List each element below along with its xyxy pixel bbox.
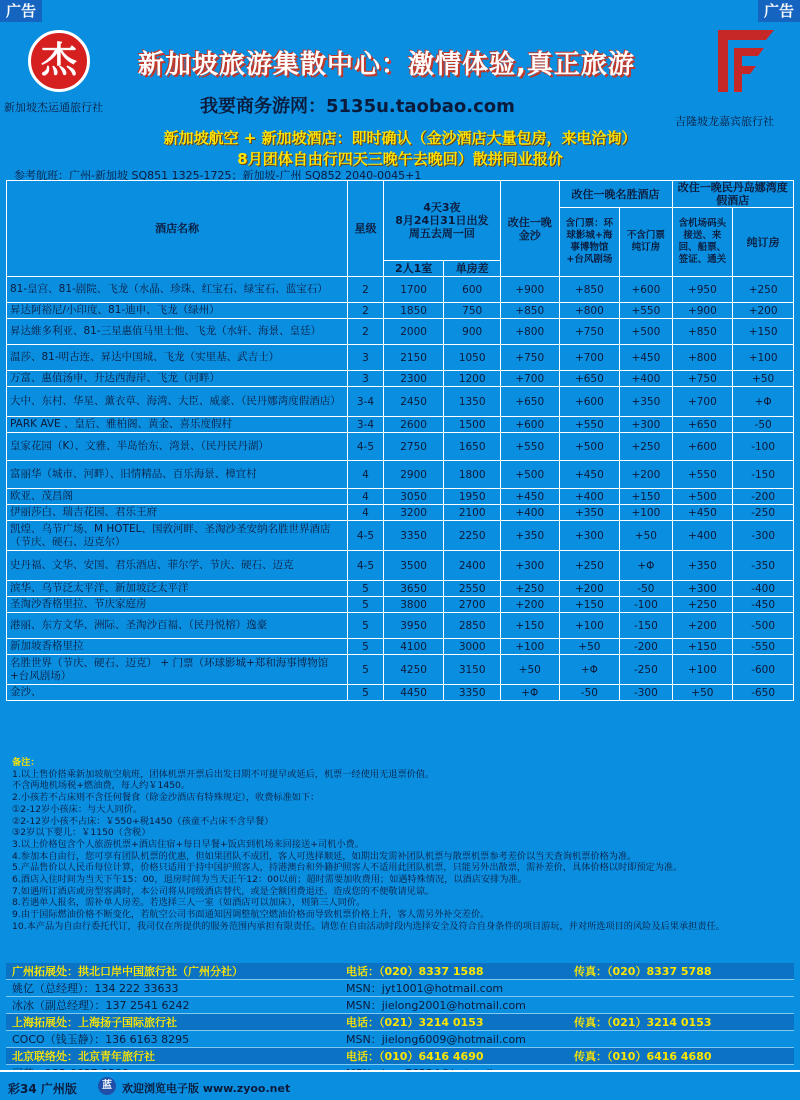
desaru-room-only: -50 [733, 417, 794, 433]
famous-with-tickets: +400 [559, 489, 620, 505]
footer [0, 1070, 800, 1100]
note-line: 9.由于国际燃油价格不断变化，若航空公司书面通知因调整航空燃油价格而导致机票价格上升，客人需另外补交差价。 [12, 909, 490, 921]
col-famous-without: 不含门票纯订房 [620, 208, 672, 277]
contact-phone-msn: MSN：jielong2001@hotmail.com [340, 997, 568, 1014]
subhead-promo: 新加坡航空 + 新加坡酒店：即时确认（金沙酒店大量包房，来电洽询） [163, 129, 637, 147]
twin-price: 4100 [383, 639, 444, 655]
table-row [7, 685, 794, 701]
single-supplement: 1200 [444, 371, 501, 387]
star-rating: 4-5 [348, 521, 384, 551]
sands-upgrade: +300 [500, 551, 559, 581]
note-line: 2.小孩若不占床则不含任何餐食（除金沙酒店有特殊规定），收费标准如下： [12, 792, 320, 804]
desaru-room-only: -350 [733, 551, 794, 581]
desaru-room-only: -550 [733, 639, 794, 655]
desaru-with-transfer: +200 [672, 613, 733, 639]
sands-upgrade: +750 [500, 345, 559, 371]
contact-fax: 传真：（020）8337 5788 [568, 963, 794, 980]
single-supplement: 600 [444, 277, 501, 303]
single-supplement: 2850 [444, 613, 501, 639]
table-row [7, 371, 794, 387]
contact-name: 姚亿（总经理）：134 222 33633 [6, 980, 340, 997]
hotel-name: 81-皇宫、81-剧院、飞龙（水晶、珍珠、红宝石、绿宝石、蓝宝石） [7, 277, 348, 303]
twin-price: 2900 [383, 461, 444, 489]
famous-with-tickets: +600 [559, 387, 620, 417]
sands-upgrade: +700 [500, 371, 559, 387]
page-number: 彩34 广州版 [8, 1082, 77, 1096]
star-rating: 4 [348, 505, 384, 521]
twin-price: 3200 [383, 505, 444, 521]
col-period: 4天3夜 8月24日31日出发 周五去周一回 [383, 181, 500, 261]
header [0, 0, 800, 128]
famous-room-only: -300 [620, 685, 672, 701]
famous-with-tickets: +Φ [559, 655, 620, 685]
table-row [7, 277, 794, 303]
twin-price: 3800 [383, 597, 444, 613]
single-supplement: 900 [444, 319, 501, 345]
note-line: ③2岁以下婴儿：￥1150（含税） [12, 827, 151, 839]
note-line: 8.若遇单人报名，需补单人房差。若选择三人一室（如酒店可以加床），则第三人同价。 [12, 897, 366, 909]
col-desaru-with: 含机场码头接送、来回、船票、签证、通关 [672, 208, 733, 277]
note-line: 5.产品售价以人民币每位计算，价格只适用于持中国护照客人，持港澳台和外籍护照客人不适用此团队机票，只能另外出散票，需补差价，具体价格以时即预定为准。 [12, 862, 683, 874]
flight-info: 参考航班：广州-新加坡 SQ851 1325-1725；新加坡-广州 SQ852 2040-0045+1 [14, 169, 422, 182]
single-supplement: 1050 [444, 345, 501, 371]
hotel-name: 富丽华（城市、河畔）、旧情精品、百乐海景、樟宜村 [7, 461, 348, 489]
famous-room-only: +450 [620, 345, 672, 371]
star-rating: 4-5 [348, 551, 384, 581]
table-row [7, 613, 794, 639]
famous-with-tickets: +50 [559, 639, 620, 655]
hotel-name: 史丹福、文华、安国、君乐酒店、菲尔学、节庆、硬石、迈克 [7, 551, 348, 581]
table-row [7, 461, 794, 489]
desaru-room-only: -650 [733, 685, 794, 701]
logo-right-caption: 吉隆坡龙嘉宾旅行社 [675, 115, 774, 128]
star-rating: 2 [348, 303, 384, 319]
desaru-with-transfer: +950 [672, 277, 733, 303]
desaru-room-only: -500 [733, 613, 794, 639]
famous-with-tickets: +700 [559, 345, 620, 371]
contact-fax: 传真：（010）6416 4680 [568, 1048, 794, 1065]
hotel-name: 昇达阿裕尼/小印度、81-迪申、飞龙（绿州） [7, 303, 348, 319]
desaru-room-only: +150 [733, 319, 794, 345]
famous-room-only: +50 [620, 521, 672, 551]
contact-person-row [6, 1031, 794, 1048]
desaru-room-only: -600 [733, 655, 794, 685]
desaru-with-transfer: +100 [672, 655, 733, 685]
table-row [7, 319, 794, 345]
famous-room-only: +200 [620, 461, 672, 489]
star-rating: 3-4 [348, 387, 384, 417]
famous-room-only: +500 [620, 319, 672, 345]
star-rating: 3 [348, 345, 384, 371]
hotel-name: 万富、惠值汤申、升达西海岸、飞龙（河畔） [7, 371, 348, 387]
famous-room-only: +150 [620, 489, 672, 505]
col-famous: 改住一晚名胜酒店 [559, 181, 672, 208]
single-supplement: 1650 [444, 433, 501, 461]
sands-upgrade: +100 [500, 639, 559, 655]
desaru-with-transfer: +850 [672, 319, 733, 345]
star-rating: 2 [348, 277, 384, 303]
hotel-name: 港丽、东方文华、洲际、圣淘沙百福、（民丹悦榕）逸豪 [7, 613, 348, 639]
single-supplement: 750 [444, 303, 501, 319]
desaru-with-transfer: +750 [672, 371, 733, 387]
logo-jieyuntong: 杰 [28, 30, 90, 92]
star-rating: 5 [348, 581, 384, 597]
desaru-room-only: +100 [733, 345, 794, 371]
famous-with-tickets: +350 [559, 505, 620, 521]
sands-upgrade: +500 [500, 461, 559, 489]
note-line: 1.以上售价搭乘新加坡航空航班，团体机票开票后出发日期不可提早或延后，机票一经使用无退票价值。 [12, 768, 435, 780]
hotel-name: 滨华、乌节泛太平洋、新加坡泛太平洋 [7, 581, 348, 597]
desaru-with-transfer: +550 [672, 461, 733, 489]
desaru-with-transfer: +300 [672, 581, 733, 597]
twin-price: 3650 [383, 581, 444, 597]
star-rating: 3 [348, 371, 384, 387]
sands-upgrade: +550 [500, 433, 559, 461]
desaru-room-only: +Φ [733, 387, 794, 417]
note-line: 6.酒店入住时间为当天下午15：00，退房时间为当天正午12：00以前；超时需要加收费用；如遇特殊情况，以酒店安排为准。 [12, 874, 527, 886]
col-star: 星级 [348, 181, 384, 277]
contact-fax [568, 997, 794, 1014]
desaru-room-only: -100 [733, 433, 794, 461]
notes-title: 备注： [12, 757, 40, 768]
twin-price: 3350 [383, 521, 444, 551]
famous-room-only: +Φ [620, 551, 672, 581]
note-line: ②2-12岁小孩不占床：￥550+税1450（孩童不占床不含早餐） [12, 815, 274, 827]
footer-tagline: 欢迎浏览电子版 www.zyoo.net [122, 1082, 291, 1095]
famous-with-tickets: +750 [559, 319, 620, 345]
famous-with-tickets: +800 [559, 303, 620, 319]
twin-price: 3950 [383, 613, 444, 639]
famous-room-only: +550 [620, 303, 672, 319]
logo-left-caption: 新加坡杰运通旅行社 [4, 101, 103, 114]
famous-room-only: -50 [620, 581, 672, 597]
desaru-room-only: -200 [733, 489, 794, 505]
contact-name: 北京联络处：北京青年旅行社 [6, 1048, 340, 1065]
table-row [7, 655, 794, 685]
famous-with-tickets: +250 [559, 551, 620, 581]
note-line: 7.如遇所订酒店或房型客满时，本公司将从同级酒店替代，或是全额团费退还。造成您的不便敬请见谅。 [12, 885, 435, 897]
desaru-with-transfer: +700 [672, 387, 733, 417]
single-supplement: 2250 [444, 521, 501, 551]
star-rating: 5 [348, 613, 384, 639]
desaru-with-transfer: +350 [672, 551, 733, 581]
table-row [7, 345, 794, 371]
twin-price: 4450 [383, 685, 444, 701]
single-supplement: 3000 [444, 639, 501, 655]
famous-room-only: -150 [620, 613, 672, 639]
sands-upgrade: +400 [500, 505, 559, 521]
star-rating: 5 [348, 655, 384, 685]
star-rating: 5 [348, 597, 384, 613]
contact-person-row [6, 980, 794, 997]
contact-branch-row [6, 963, 794, 980]
logo-longjiabin-icon [712, 26, 778, 96]
famous-with-tickets: +500 [559, 433, 620, 461]
famous-room-only: -100 [620, 597, 672, 613]
desaru-room-only: +200 [733, 303, 794, 319]
sands-upgrade: +150 [500, 613, 559, 639]
twin-price: 4250 [383, 655, 444, 685]
hotel-name: 圣淘沙香格里拉、节庆家庭房 [7, 597, 348, 613]
desaru-room-only: -450 [733, 597, 794, 613]
ad-label-right: 广告 [758, 0, 800, 22]
famous-with-tickets: +650 [559, 371, 620, 387]
contact-phone-msn: MSN：jielong6009@hotmail.com [340, 1031, 568, 1048]
famous-room-only: -200 [620, 639, 672, 655]
single-supplement: 1950 [444, 489, 501, 505]
contact-branch-row [6, 1014, 794, 1031]
famous-room-only: +100 [620, 505, 672, 521]
desaru-room-only: +250 [733, 277, 794, 303]
contact-fax: 传真：（021）3214 0153 [568, 1014, 794, 1031]
sands-upgrade: +600 [500, 417, 559, 433]
note-line: 不含两地机场税+燃油费，每人约￥1450。 [12, 780, 191, 792]
contact-phone-msn: 电话：（020）8337 1588 [340, 963, 568, 980]
hotel-name: 伊丽莎白、瑞吉花园、君乐王府 [7, 505, 348, 521]
famous-with-tickets: +150 [559, 597, 620, 613]
table-row [7, 639, 794, 655]
col-twin: 2人1室 [383, 261, 444, 277]
single-supplement: 2550 [444, 581, 501, 597]
contact-name: 上海拓展处：上海扬子国际旅行社 [6, 1014, 340, 1031]
famous-with-tickets: +100 [559, 613, 620, 639]
table-row [7, 417, 794, 433]
famous-with-tickets: +850 [559, 277, 620, 303]
rate-table [6, 180, 794, 701]
hotel-name: 新加坡香格里拉 [7, 639, 348, 655]
desaru-room-only: -150 [733, 461, 794, 489]
star-rating: 4-5 [348, 433, 384, 461]
note-line: ①2-12岁小孩床：与大人同价。 [12, 803, 143, 815]
famous-room-only: +400 [620, 371, 672, 387]
hotel-name: 金沙、 [7, 685, 348, 701]
contact-table [6, 963, 794, 1082]
shop-url: 我要商务游网：5135u.taobao.com [200, 96, 515, 117]
ad-label-left: 广告 [0, 0, 42, 22]
desaru-room-only: +50 [733, 371, 794, 387]
twin-price: 3500 [383, 551, 444, 581]
sands-upgrade: +650 [500, 387, 559, 417]
single-supplement: 3350 [444, 685, 501, 701]
table-row [7, 387, 794, 417]
hotel-name: PARK AVE 、皇后、雅柏阁、黄金、喜乐度假村 [7, 417, 348, 433]
hotel-name: 欧亚、茂昌阁 [7, 489, 348, 505]
desaru-with-transfer: +650 [672, 417, 733, 433]
star-rating: 3-4 [348, 417, 384, 433]
famous-room-only: +250 [620, 433, 672, 461]
famous-with-tickets: -50 [559, 685, 620, 701]
desaru-room-only: -300 [733, 521, 794, 551]
desaru-with-transfer: +250 [672, 597, 733, 613]
desaru-with-transfer: +150 [672, 639, 733, 655]
note-line: 3.以上价格包含个人旅游机票+酒店住宿+每日早餐+饭店到机场来回接送+司机小费。 [12, 838, 364, 850]
contact-name: COCO（钱玉静）：136 6163 8295 [6, 1031, 340, 1048]
sands-upgrade: +350 [500, 521, 559, 551]
table-row [7, 433, 794, 461]
table-row [7, 489, 794, 505]
single-supplement: 3150 [444, 655, 501, 685]
famous-with-tickets: +550 [559, 417, 620, 433]
contact-name: 广州拓展处：拱北口岸中国旅行社（广州分社） [6, 963, 340, 980]
table-row [7, 505, 794, 521]
star-rating: 5 [348, 639, 384, 655]
sands-upgrade: +450 [500, 489, 559, 505]
table-row [7, 597, 794, 613]
edition-badge: 蓝 [98, 1077, 116, 1095]
contact-phone-msn: 电话：（021）3214 0153 [340, 1014, 568, 1031]
col-hotel: 酒店名称 [7, 181, 348, 277]
single-supplement: 2100 [444, 505, 501, 521]
hotel-name: 大中、东村、华星、薰衣草、海湾、大臣、威豪、（民丹娜湾度假酒店） [7, 387, 348, 417]
famous-room-only: +300 [620, 417, 672, 433]
famous-with-tickets: +200 [559, 581, 620, 597]
desaru-room-only: -250 [733, 505, 794, 521]
hotel-name: 皇家花园（K）、文雅、半岛怡东、湾景、（民丹民丹湖） [7, 433, 348, 461]
hotel-name: 昇达維多利亚、81-三星惠值马里士他、飞龙（水轩、海景、皇廷） [7, 319, 348, 345]
col-single: 单房差 [444, 261, 501, 277]
single-supplement: 2400 [444, 551, 501, 581]
desaru-with-transfer: +500 [672, 489, 733, 505]
twin-price: 1700 [383, 277, 444, 303]
desaru-with-transfer: +400 [672, 521, 733, 551]
sands-upgrade: +850 [500, 303, 559, 319]
contact-branch-row [6, 1048, 794, 1065]
col-famous-with: 含门票：环球影城+海事博物馆+台风剧场 [559, 208, 620, 277]
col-desaru-room: 纯订房 [733, 208, 794, 277]
twin-price: 2150 [383, 345, 444, 371]
desaru-with-transfer: +900 [672, 303, 733, 319]
table-row [7, 581, 794, 597]
contact-fax [568, 980, 794, 997]
table-row [7, 303, 794, 319]
headline: 新加坡旅游集散中心：激情体验,真正旅游 [138, 50, 635, 80]
desaru-room-only: -400 [733, 581, 794, 597]
subhead-quote: 8月团体自由行四天三晚午去晚回）散拼同业报价 [237, 150, 563, 168]
contact-phone-msn: MSN：jyt1001@hotmail.com [340, 980, 568, 997]
twin-price: 2600 [383, 417, 444, 433]
contact-fax [568, 1031, 794, 1048]
hotel-name: 凯煌、乌节广场、M HOTEL、国敦河畔、圣淘沙圣安纳名胜世界酒店（节庆、硬石、迈克尔） [7, 521, 348, 551]
sands-upgrade: +Φ [500, 685, 559, 701]
sands-upgrade: +200 [500, 597, 559, 613]
sands-upgrade: +250 [500, 581, 559, 597]
star-rating: 4 [348, 489, 384, 505]
sands-upgrade: +900 [500, 277, 559, 303]
star-rating: 5 [348, 685, 384, 701]
twin-price: 2450 [383, 387, 444, 417]
star-rating: 2 [348, 319, 384, 345]
desaru-with-transfer: +600 [672, 433, 733, 461]
twin-price: 1850 [383, 303, 444, 319]
twin-price: 2300 [383, 371, 444, 387]
contact-name: 冰冰（副总经理）：137 2541 6242 [6, 997, 340, 1014]
contact-person-row [6, 997, 794, 1014]
twin-price: 2750 [383, 433, 444, 461]
desaru-with-transfer: +800 [672, 345, 733, 371]
famous-room-only: -250 [620, 655, 672, 685]
note-line: 10.本产品为自由行委托代订，我司仅在所提供的服务范围内承担有限责任。请您在自由活动时段内选择安全及符合自身条件的项目游玩，并对所选项目的风险及后果承担责任。 [12, 920, 725, 932]
famous-with-tickets: +450 [559, 461, 620, 489]
twin-price: 3050 [383, 489, 444, 505]
hotel-name: 名胜世界（节庆、硬石、迈克） + 门票（环球影城+郑和海事博物馆+台风剧场） [7, 655, 348, 685]
star-rating: 4 [348, 461, 384, 489]
desaru-with-transfer: +50 [672, 685, 733, 701]
notes [12, 757, 792, 933]
famous-with-tickets: +300 [559, 521, 620, 551]
table-row [7, 551, 794, 581]
col-sands: 改住一晚金沙 [500, 181, 559, 277]
note-line: 4.参加本自由行，您可享有团队机票的优惠，但如果团队不成团，客人可选择顺延，如期出发需补团队机票与散票机票参考差价以当天查询机票价格为准。 [12, 850, 637, 862]
hotel-name: 温莎、81-明古连、昇达中国城、飞龙（实里基、武吉士） [7, 345, 348, 371]
single-supplement: 1800 [444, 461, 501, 489]
famous-room-only: +350 [620, 387, 672, 417]
single-supplement: 2700 [444, 597, 501, 613]
table-row [7, 521, 794, 551]
col-desaru: 改住一晚民丹岛娜湾度假酒店 [672, 181, 793, 208]
single-supplement: 1500 [444, 417, 501, 433]
twin-price: 2000 [383, 319, 444, 345]
sands-upgrade: +50 [500, 655, 559, 685]
single-supplement: 1350 [444, 387, 501, 417]
desaru-with-transfer: +450 [672, 505, 733, 521]
sands-upgrade: +800 [500, 319, 559, 345]
famous-room-only: +600 [620, 277, 672, 303]
contact-phone-msn: 电话：（010）6416 4690 [340, 1048, 568, 1065]
